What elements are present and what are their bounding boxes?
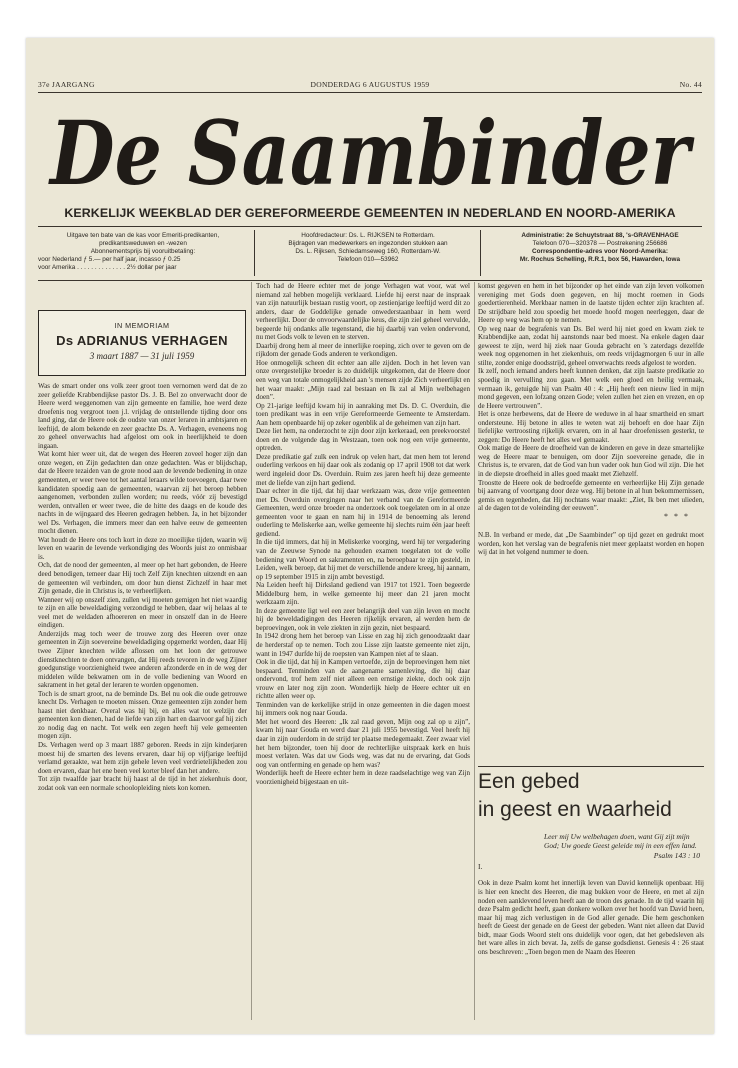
masthead-title	[26, 96, 714, 206]
paragraph: Met het woord des Heeren: „Ik zal raad geven, Mijn oog zal op u zijn”, kwam hij naar Gouda en werd daar 21 juli 1955 bevestigd. Veel heeft hij daar in zijn ouderdom in de strijd ter plaatse medegemaakt. Zeer zwaar viel het hem bijzonder, toen hij door de rechterlijke uitspraak kerk en huis moest verlaten. Was dat uw Gods weg, was dat nu de ervaring, dat Gods oog van ontferming en genade op hem was?	[256, 717, 470, 769]
gebed-body: Ook in deze Psalm komt het innerlijk leven van David kennelijk openbaar. Hij is hier een knecht des Heeren, die mag bukken voor de Heere, en met al zijn noden een aanklevend leven heeft aan de troon des genade. In de tijd waarin hij deze Psalm gedicht heeft, gaan donkere wolken over het hoofd van David heen, maar hij mag zich verlustigen in de God aller genade. Die hem geschonken heeft de Geest der genade en de Geest der gebeden. Want niet alleen dat David bidt, maar Gods Woord stelt ons duidelijk voor ogen, dat het gebedsleven als het ware alles in zich bevat. Ja, zelfs de ganse godsdienst. Genesis 4 : 26 staat ons beschreven: „Toen begon men de Naam des Heeren	[478, 879, 704, 956]
info-left-line: voor Nederland ƒ 5.— per half jaar, incasso ƒ 0.25	[38, 256, 181, 264]
info-right-line: Telefoon 070—320378 — Postrekening 256686	[532, 240, 668, 248]
info-middle-line: Bijdragen van medewerkers en ingezonden stukken aan	[288, 240, 448, 248]
in-memoriam-box	[38, 310, 246, 376]
memoriam-name: Ds ADRIANUS VERHAGEN	[56, 333, 228, 348]
paragraph: Deze liet hem, na onderzocht te zijn door zijn kerkeraad, een preekvoorstel doen en de volgende dag in Westzaan, toen ook nog een vrije gemeente, optreden.	[256, 427, 470, 453]
paragraph: Op 21-jarige leeftijd kwam hij in aanraking met Ds. D. C. Overduin, die toen predikant was in een vrije Gereformeerde Gemeente te Amsterdam. Aan hem openbaarde hij op zeker ogenblik al de geheimen van zijn hart.	[256, 401, 470, 427]
paragraph: Wonderlijk heeft de Heere echter hem in deze raadselachtige weg van Zijn voorzienigheid bijgestaan en uit-	[256, 769, 470, 786]
info-right-line: Mr. Rochus Schelling, R.R.1, box 56, Hawarden, Iowa	[519, 256, 681, 264]
paragraph: Op weg naar de begrafenis van Ds. Bel werd hij niet goed en kwam ziek te Krabbendijke aan, zodat hij aanstonds naar bed moest. Na enkele dagen daar geweest te zijn, werd hij ziek naar Gouda gebracht en 's zaterdags dezelfde week nog opgenomen in het ziekenhuis, om reeds vrijdagmorgen 6 uur in alle stilte, zonder enige doodsstrijd, geheel onverwachts reeds afgelost te worden.	[478, 324, 704, 367]
memoriam-label: IN MEMORIAM	[114, 321, 170, 330]
gebed-reference: Psalm 143 : 10	[653, 851, 700, 861]
info-separator	[480, 230, 481, 276]
article-column-2	[256, 282, 470, 786]
info-middle-line: Telefoon 010—53962	[337, 256, 399, 264]
article-column-3	[478, 282, 704, 557]
paragraph: Toch had de Heere echter met de jonge Verhagen wat voor, wat wel niemand zal hebben mogelijk verklaard. Liefde hij eerst naar de inspraak van zijn natuurlijk bestaan rustig voort, op zestienjarige leeftijd werd dit zo anders, daar de Goddelijke genade onwederstaanbaar in hem werd verheerlijkt. Door de onvoorwaardelijke keus, die zijn ziel geheel vervulde, begeerde hij ondanks alle tegenstand, die hij daarbij van velen ondervond, nu met Gods volk te leven en te sterven.	[256, 282, 470, 342]
paragraph: Wat komt hier weer uit, dat de wegen des Heeren zoveel hoger zijn dan onze wegen, en Zijn gedachten dan onze gedachten. Was er blijdschap, dat de Heere tezaiden van de grote nood aan de levende bediening in onze gemeenten, er weer twee tot het aantal leraars wilde toevoegen, daar twee kandidaten spoedig aan de gemeenten, waarvan zij het beroep hebben aangenomen, verbonden zullen worden; nu reeds, vóór zij bevestigd werden, ontvallen er weer twee, die de hitte des daags en de koude des nachts in de wijngaard des Heeren gedragen hebben. Ja, in het bijzonder wel Ds. Verhagen, die immers meer dan een halve eeuw de gemeenten mocht dienen.	[38, 450, 247, 536]
info-left-line: predikantsweduwen en -wezen	[99, 240, 187, 248]
paragraph: Hoe onmogelijk scheen dit echter aan alle zijden. Doch in het leven van onze overgestelijke broeder is zo duidelijk uitgekomen, dat de Heere door een weg van totale onmogelijkheid aan 's mensen zijde Zich verheerlijkt en het waar maakt: „Mijn raad zal bestaan en Ik zal al Mijn welbehagen doen”.	[256, 358, 470, 402]
paragraph: Tot zijn twaalfde jaar bracht hij haast al de tijd in het ziekenhuis door, zodat ook van een normale schoolopleiding niets kon komen.	[38, 775, 247, 792]
memoriam-dates: 3 maart 1887 — 31 juli 1959	[89, 351, 195, 361]
gebed-section-number: I.	[478, 862, 483, 872]
paragraph: Na Leiden heeft hij Dirksland gediend van 1917 tot 1921. Toen begeerde Middelburg hem, in welke gemeente hij meer dan 21 jaren mocht werkzaam zijn.	[256, 581, 470, 607]
info-left-line: Uitgave ten bate van de kas voor Emeriti-predikanten,	[66, 232, 220, 239]
paragraph: Ook in die tijd, dat hij in Kampen vertoefde, zijn de beproevingen hem niet bespaard. Tenminden van de aangename samenleving, die hij daar ondervond, trof hem zelf niet alleen een ernstige ziekte, doch ook zijn vrouw en later nog zijn zoon. Wonderlijk hielp de Heere echter uit en richtte allen weer op.	[256, 658, 470, 701]
paragraph: Deze predikatie gaf zulk een indruk op velen hart, dat men hem tot lerend ouderling verkoos en hij daar ook als zodanig op 17 april 1908 tot dat werk werd ingeleid door Ds. Overduin. Ruim zes jaren heeft hij deze gemeente met de liefde van zijn hart gediend.	[256, 452, 470, 487]
paragraph: In 1942 drong hem het beroep van Lisse en zag hij zich genoodzaakt daar de herderstaf op te nemen. Toch zou Lisse zijn laatste gemeente niet zijn, want in 1947 durfde hij de roepsten van Kampen niet af te slaan.	[256, 632, 470, 658]
top-rule	[38, 92, 702, 93]
paragraph: Wat houdt de Heere ons toch kort in deze zo moeilijke tijden, waarin wij leven en waarin de levende verkondiging des Woords juist zo onmisbaar is.	[38, 535, 247, 561]
info-left-line: voor Amerika . . . . . . . . . . . . . . 2½ dollar per jaar	[38, 264, 177, 272]
subtitle-rule	[38, 226, 702, 227]
info-bar	[38, 228, 702, 280]
newspaper-page	[26, 38, 714, 1034]
paragraph: Ook matige de Heere de droefheid van de kinderen en geve in deze smartelijke weg de Heere maar te benuigen, om door Zijn soevereine genade, die in Christus is, te ervaren, dat de God van hun vader ook hun God wil zijn. Die het in de diepste droefheid in alles goed maakt met Ziehzelf.	[478, 444, 704, 479]
info-middle-line: Hoofdredacteur: Ds. L. RIJKSEN te Rotterdam.	[301, 232, 435, 239]
article-column-1	[38, 382, 247, 792]
info-middle-line: Ds. L. Rijksen, Schiedamseweg 160, Rotterdam-W.	[295, 248, 441, 256]
paragraph: Och, dat de nood der gemeenten, al meer op het hart gebonden, de Heere deed benodigen, temeer daar Hij toch Zelf Zijn knechten uitzendt en aan de gemeenten wil verbinden, om door hun dienst Zichzelf in haar met Zijn genade, die in Christus is, te verheerlijken.	[38, 561, 247, 596]
gebed-article	[478, 768, 704, 956]
editorial-note: N.B. In verband er mede, dat „De Saambinder” op tijd gezet en gedrukt moet worden, kon het verslag van de begrafenis niet meer geplaatst worden en hopen wij dat in het volgend nummer te doen.	[478, 531, 704, 557]
info-right-line: Correspondentie-adres voor Noord-Amerika:	[531, 248, 668, 256]
paragraph: Ds. Verhagen werd op 3 maart 1887 geboren. Reeds in zijn kinderjaren moest hij de smarten des levens ervaren, daar hij op vijfjarige leeftijd verlamd geraakte, wat hem zijn gehele leven veel verdrietelijkheden zou doen ervaren, daar het ene been veel korter bleef dan het andere.	[38, 740, 247, 775]
paragraph: Toch is de smart groot, na de beminde Ds. Bel nu ook die oude getrouwe knecht Ds. Verhagen te moeten missen. Onze gemeenten zijn zonder hem haast niet denkbaar. Overal was hij bij, en alles wat tot welzijn der gemeenten kon dienen, had de liefde van zijn hart en daarvoor gaf hij zich zo nodig dag en nacht. Tot welk een zegen heeft hij vele gemeenten mogen zijn.	[38, 689, 247, 741]
column-separator	[251, 282, 252, 1020]
paragraph: Het is onze herbewens, dat de Heere de weduwe in al haar smartheid en smart ondersteune. Hij betone in alles te weten wat zij behoeft en doe haar Zijn liefelijke vertroosting rijkelijk ervaren, om in al haar droefenissen gesterkt, te zeggen: Do Heere heeft het alles wel gemaakt.	[478, 410, 704, 444]
administration-info	[486, 232, 714, 264]
gebed-quote: Leer mij Uw welbehagen doen, want Gij zijt mijn God; Uw goede Geest geleide mij in een effen land.	[544, 832, 697, 851]
gebed-title-line-1: Een gebed	[478, 770, 580, 793]
paragraph: Was de smart onder ons volk zeer groot toen vernomen werd dat de zo zeer geliefde Krabbendijkse pastor Ds. J. B. Bel zo onverwacht door de Heere werd weggenomen van zijn gemeente en familie, hoe werd deze droefenis nog vergroot toen j.l. vrijdag de ontstellende tijding door ons land ging, dat de Heere ook de oudste van onzer leraren in ambtsjaren en leeftijd, de alom bekende en zeer geachte Ds. A. Verhagen, eveneens nog zo geheel onverwachts had afgelost om ook in heerlijkheid te doen ingaan.	[38, 382, 247, 450]
volume-label: 37e JAARGANG	[38, 80, 95, 89]
paragraph: Anderzijds mag toch weer de trouwe zorg des Heeren over onze gemeenten in Zijn soevereine beweldadiging opgemerkt worden, daar Hij twee Zijner knechten wilde aflossen om het loon der getrouwe dienstknechten te doen ontvangen, dat Hij reeds tevoren in de weg Zijner goedgunstige voorzienigheid twee anderen afzonderde en in de weg der middelen wilde bekwamen om in de volle bediening van Woord en sakrament in het getal der leraren te worden opgenomen.	[38, 629, 247, 690]
paragraph: Daar echter in die tijd, dat hij daar werkzaam was, deze vrije gemeenten met Ds. Overduin overgingen naar het verband van de Gereformeerde Gemeenten, werd onze broeder na onderzoek ook toegelaten om in al onze gemeenten voor te gaan en nam hij in 1914 de benoeming als lerend ouderling te Meliskerke aan, welke gemeente hij slechts ruim één jaar heeft gediend.	[256, 487, 470, 538]
paragraph: Ik zelf, noch iemand anders heeft kunnen denken, dat zijn laatste predikatie zo spoedig in vervulling zou gaan. Met welk een gloed en heilig vermaak, vermaan ik, getuigde hij van Psalm 40 : 4: „Hij heeft een nieuw lied in mijn mond gegeven, een lofzang onzen Gode; velen zullen het zien en vrezen, en op de Heere vertrouwen”.	[478, 367, 704, 410]
editor-info	[260, 232, 476, 264]
info-rule	[38, 280, 702, 281]
paragraph: In deze gemeente ligt wel een zeer belangrijk deel van zijn leven en mocht hij de beweldadigingen des Heeren rijkelijk ervaren, al werden hem de beproevingen, ook in vele ziekten in zijn gezin, niet bespaard.	[256, 606, 470, 632]
info-separator	[254, 230, 255, 276]
date-label: DONDERDAG 6 AUGUSTUS 1959	[310, 80, 430, 89]
paragraph: komst gegeven en hem in het bijzonder op het einde van zijn leven volkomen vereniging met Gods doen gegeven, en hij mocht roemen in Gods goedertierenheid. Merkbaar namen in de laatste tijden echter zijn krachten af. De strijdbare held zou spoedig het moede hoofd mogen neerleggen, daar de Heere op weg was hem op te nemen.	[478, 282, 704, 325]
column-separator	[474, 282, 475, 1020]
gebed-rule	[478, 766, 704, 767]
masthead-title-text: De Saambinder	[47, 101, 695, 205]
issue-number: No. 44	[679, 80, 702, 89]
subtitle: KERKELIJK WEEKBLAD DER GEREFORMEERDE GEMEENTEN IN NEDERLAND EN NOORD-AMERIKA	[64, 206, 676, 220]
paragraph: Wanneer wij op onszelf zien, zullen wij moeten gemigen het niet waardig te zijn en alle beweldadiging verzondigd te hebben, daar wij helaas al te veel met de weldaden afhoereren en meer in onszelf dan in de Heere eindigen.	[38, 595, 247, 630]
paragraph: Troostte de Heere ook de bedroefde gemeente en verheerlijke Hij Zijn genade bij aanvang of voortgang door deze weg. Hij betone in al hun bekommernissen, gemis en tegenheden, dat Hij nochtans waar maakt: „Ziet, Ik ben met ulieden, al de dagen tot de voleinding der eeuwen”.	[478, 478, 704, 513]
info-right-line: Administratie: 2e Schuytstraat 88, 's-GRAVENHAGE	[521, 232, 679, 239]
paragraph: Daarbij drong hem al meer de innerlijke roeping, zich over te geven om de rijkdom der genade Gods anderen te verkondigen.	[256, 341, 470, 359]
paragraph: In die tijd immers, dat hij in Meliskerke voorging, werd hij ter vergadering van de Zeeuwse Synode na gehouden examen toegelaten tot de volle bediening van Woord en sakramenten en, na beroepbaar te zijn gesteld, in Leiden, welk beroep, dat hij met de verschillende andere kreeg, hij aannam, op 19 september 1915 in zijn ambt bevestigd.	[256, 538, 470, 581]
section-stars: * * *	[664, 511, 690, 521]
gebed-title-line-2: in geest en waarheid	[478, 798, 672, 821]
paragraph: Tenminden van de kerkelijke strijd in onze gemeenten in die dagen moest hij immers ook nog naar Gouda.	[256, 700, 470, 718]
info-left-line: Abonnementsprijs bij vooruitbetaling:	[90, 248, 196, 256]
subscription-info	[38, 232, 248, 272]
